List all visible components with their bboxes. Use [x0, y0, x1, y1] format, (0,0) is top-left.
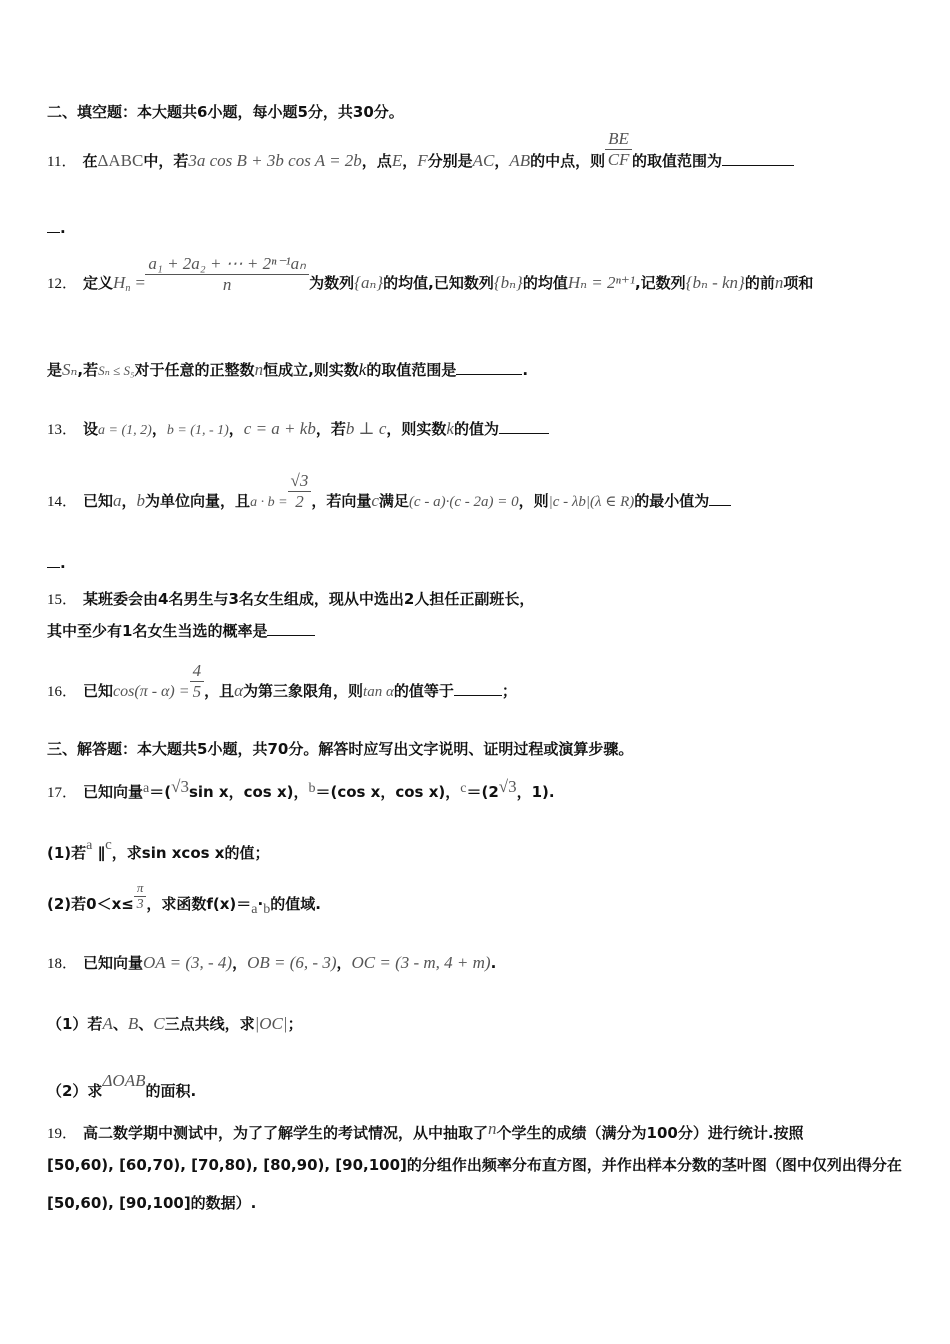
q11-fraction [605, 129, 632, 170]
solve-section-heading: 三、解答题：本大题共5小题，共70分。解答时应写出文字说明、证明过程或演算步骤。 [47, 740, 634, 758]
q12-eqsign: = [135, 273, 146, 292]
q18-part-2 [47, 1070, 910, 1102]
q12-ineq: Sₙ ≤ S₅ [98, 363, 135, 378]
q14-vec-b: b [136, 491, 146, 510]
q17-text-6: ，1). [516, 783, 555, 801]
q14-text-5: 满足 [378, 492, 409, 510]
q14-condition: (c - a)·(c - 2a) = 0 [408, 494, 519, 510]
q12-text-2: 为数列 [309, 274, 355, 292]
question-14 [47, 471, 910, 514]
question-19-line-3: [50,60), [90,100]的数据）. [47, 1194, 257, 1212]
question-13 [47, 418, 910, 442]
q12-seq-a: {aₙ} [354, 273, 384, 292]
q16-text-2: ，且 [204, 682, 235, 700]
q16-alpha: α [234, 681, 244, 700]
q11-equation: 3a cos B + 3b cos A = 2b [188, 151, 362, 170]
q18-ob: OB = (6, - 3) [247, 953, 337, 972]
q19-line-1: 高二数学期中测试中，为了了解学生的考试情况，从中抽取了 [83, 1124, 489, 1142]
q13-answer-blank[interactable] [499, 419, 549, 434]
q11-text-7: 的中点，则 [530, 152, 606, 170]
q12-n: n [774, 273, 784, 292]
q11-text-8: 的取值范围为 [631, 152, 722, 170]
q17-number: 17． [47, 785, 78, 801]
q12-l2-tail: . [522, 361, 529, 379]
q18-s2-text-2: 的面积. [145, 1082, 197, 1100]
q16-text-4: 的值等于 [393, 682, 454, 700]
q12-number: 12． [47, 276, 78, 292]
q14-frac-bot: 2 [295, 492, 304, 511]
q13-number: 13． [47, 422, 78, 438]
q14-text-7: 的最小值为 [634, 492, 710, 510]
q15-number: 15． [47, 592, 78, 608]
q18-s2-text-1: （2）求 [47, 1082, 103, 1100]
q11-number: 11． [47, 154, 77, 170]
fill-section-heading: 二、填空题：本大题共6小题，每小题5分，共30分。 [47, 103, 404, 121]
q13-vec-c: c = a + kb [243, 419, 316, 438]
q17-s1-text-2: ，求sin xcos x的值； [111, 844, 270, 862]
q18-text-1: 已知向量 [83, 954, 144, 972]
question-11 [47, 129, 910, 173]
q14-text-1: 已知 [83, 492, 114, 510]
q18-s2-triangle: ΔOAB [102, 1071, 146, 1090]
q12-frac-top: a₁ + 2a₂ + ⋯ + 2ⁿ⁻¹aₙ [145, 254, 309, 275]
q12-l2-text-4: 恒成立,则实数 [263, 361, 359, 379]
question-16 [47, 661, 910, 703]
q18-s1-sep-2: 、 [138, 1015, 154, 1033]
q12-l2-text-3: 对于任意的正整数 [134, 361, 255, 379]
q14-vec-c: c [371, 491, 379, 510]
q18-text-3: ， [336, 954, 352, 972]
q12-n-2: n [254, 360, 264, 379]
q14-text-4: ，若向量 [311, 492, 372, 510]
q12-h: H [113, 273, 126, 292]
question-18 [47, 952, 910, 975]
q12-h-sub: n [125, 283, 131, 294]
q14-dot: a · b = [250, 495, 288, 510]
question-15 [47, 588, 910, 611]
q19-line-1b: 个学生的成绩（满分为100分）进行统计.按照 [496, 1124, 804, 1142]
q13-text-1: 设 [83, 420, 99, 438]
q18-oa: OA = (3, - 4) [143, 953, 233, 972]
q11-text-2: 中，若 [143, 152, 189, 170]
q14-answer-blank-cont[interactable] [47, 553, 60, 568]
question-19-line-2: [50,60), [60,70), [70,80), [80,90), [90,100]的分组作出频率分布直方图，并作出样本分数的茎叶图（图中仅列出得分在 [47, 1156, 902, 1174]
question-15-line-2 [47, 620, 910, 642]
q11-text-5: 分别是 [427, 152, 473, 170]
q11-frac-bot: CF [607, 150, 630, 169]
q17-s1-parallel: ∥ [97, 844, 106, 862]
q17-s2-frac-bot: 3 [136, 897, 144, 912]
q18-s1-text-3: ； [287, 1015, 303, 1033]
q16-tail: ； [501, 682, 517, 700]
q18-s1-text-2: 三点共线，求 [164, 1015, 255, 1033]
q12-fraction [145, 254, 309, 295]
q12-text-6: 的前 [744, 274, 775, 292]
q17-text-2: ＝( [149, 783, 172, 801]
q17-part-2 [47, 880, 910, 921]
q18-s1-a: A [102, 1014, 113, 1033]
q12-k: k [358, 360, 367, 379]
q14-continuation [47, 552, 910, 574]
q17-s2-dot: · [257, 895, 264, 913]
q11-answer-blank-cont[interactable] [47, 218, 60, 233]
q12-l2-text-1: 是 [47, 361, 63, 379]
q18-s1-b: B [127, 1014, 139, 1033]
q12-text-1: 定义 [83, 274, 114, 292]
q16-tan: tan α [363, 684, 394, 700]
q17-text-4: ＝(cos x，cos x)， [315, 783, 461, 801]
q11-answer-blank[interactable] [722, 151, 794, 166]
q13-text-2: ， [151, 420, 167, 438]
q17-s2-text-1: (2)若0＜x≤ [47, 895, 134, 913]
q18-s1-abs: |OC| [254, 1014, 288, 1033]
q19-n: n [488, 1119, 497, 1138]
q17-sqrt3-b: √3 [498, 777, 517, 796]
q13-k: k [446, 419, 454, 438]
q16-text-3: 为第三象限角，则 [243, 682, 364, 700]
q17-s2-vec-a: a [251, 902, 258, 917]
q12-l2-text-2: ,若 [77, 361, 99, 379]
q14-number: 14． [47, 494, 78, 510]
q18-s1-sep-1: 、 [112, 1015, 128, 1033]
q12-sn: Sₙ [62, 360, 78, 379]
q14-fraction [288, 471, 312, 512]
q17-text-3: sin x，cos x)， [188, 783, 309, 801]
q12-hn: Hₙ = 2ⁿ⁺¹ [567, 273, 635, 292]
q14-text-3: 为单位向量，且 [145, 492, 251, 510]
q11-tail: . [60, 219, 66, 237]
question-19 [47, 1118, 910, 1145]
q13-perp: b ⊥ c [345, 419, 387, 438]
q11-point-e: E [391, 151, 403, 170]
q13-text-4: ，若 [315, 420, 346, 438]
q17-s2-text-3: 的值域. [270, 895, 321, 913]
q17-vec-c: c [460, 781, 467, 796]
q12-text-7: 项和 [783, 274, 814, 292]
q16-frac-top: 4 [190, 661, 205, 682]
q11-continuation [47, 217, 910, 239]
q11-segment-ab: AB [509, 151, 531, 170]
q16-number: 16． [47, 684, 78, 700]
q16-text-1: 已知 [83, 682, 114, 700]
q17-s1-text-1: (1)若 [47, 844, 87, 862]
q17-part-1 [47, 834, 910, 864]
q13-text-6: 的值为 [453, 420, 499, 438]
q17-text-1: 已知向量 [83, 783, 144, 801]
q15-line-2-text: 其中至少有1名女生当选的概率是 [47, 622, 268, 640]
q11-text-1: 在 [82, 152, 98, 170]
q17-s1-vec-a: a [86, 838, 93, 853]
q18-number: 18． [47, 956, 78, 972]
q17-vec-b: b [308, 781, 316, 796]
q18-part-1 [47, 1013, 910, 1035]
q14-vec-a: a [113, 491, 122, 510]
q11-triangle: ΔABC [97, 151, 144, 170]
q13-text-5: ，则实数 [386, 420, 447, 438]
q12-answer-blank[interactable] [456, 360, 522, 375]
q17-text-5: ＝(2 [466, 783, 499, 801]
q16-answer-blank[interactable] [454, 681, 502, 696]
q12-seq-b: {bₙ} [493, 273, 523, 292]
q18-s1-text-1: （1）若 [47, 1015, 103, 1033]
q17-s2-frac-top: π [134, 880, 147, 897]
q14-tail: . [60, 554, 66, 572]
q14-lambda: (λ ∈ R) [590, 494, 635, 510]
question-12-line-2 [47, 359, 910, 382]
q15-line-1: 某班委会由4名男生与3名女生组成，现从中选出2人担任正副班长， [83, 590, 535, 608]
q12-text-4: 的均值 [522, 274, 568, 292]
q11-text-4: ， [402, 152, 418, 170]
q13-vec-b: b = (1, - 1) [166, 423, 229, 438]
q14-text-2: ， [121, 492, 137, 510]
q17-sqrt3: √3 [171, 777, 189, 796]
q18-s1-c: C [153, 1014, 165, 1033]
q12-frac-bot: n [222, 275, 232, 294]
q16-frac-bot: 5 [192, 682, 202, 701]
q17-s2-vec-b: b [263, 902, 271, 917]
q14-answer-blank[interactable] [709, 491, 731, 506]
q17-vec-a: a [143, 781, 150, 796]
q16-cos: cos(π - α) = [113, 683, 190, 700]
q17-s2-text-2: ，求函数f(x)＝ [146, 895, 252, 913]
q16-fraction [190, 661, 205, 702]
q14-frac-top: √3 [288, 471, 312, 492]
q14-abs: |c - λb| [548, 494, 591, 510]
q11-text-6: ， [494, 152, 510, 170]
q18-text-4: . [490, 954, 497, 972]
question-17 [47, 776, 910, 804]
q19-number: 19． [47, 1126, 78, 1142]
q13-vec-a: a = (1, 2) [98, 423, 152, 438]
q12-l2-text-5: 的取值范围是 [366, 361, 457, 379]
q18-oc: OC = (3 - m, 4 + m) [351, 953, 491, 972]
q17-s2-fraction [134, 880, 147, 913]
q15-answer-blank[interactable] [267, 621, 315, 636]
q12-text-3: 的均值,已知数列 [383, 274, 494, 292]
q11-segment-ac: AC [472, 151, 495, 170]
question-12 [47, 254, 910, 300]
q12-text-5: ,记数列 [634, 274, 686, 292]
q12-seq-bkn: {bₙ - kn} [685, 273, 745, 292]
q11-text-3: ，点 [361, 152, 392, 170]
q14-text-6: ，则 [518, 492, 549, 510]
q17-s1-vec-c: c [105, 837, 112, 853]
q11-frac-top: BE [605, 129, 632, 150]
q11-point-f: F [417, 151, 428, 170]
q13-text-3: ， [228, 420, 244, 438]
q18-text-2: ， [232, 954, 248, 972]
